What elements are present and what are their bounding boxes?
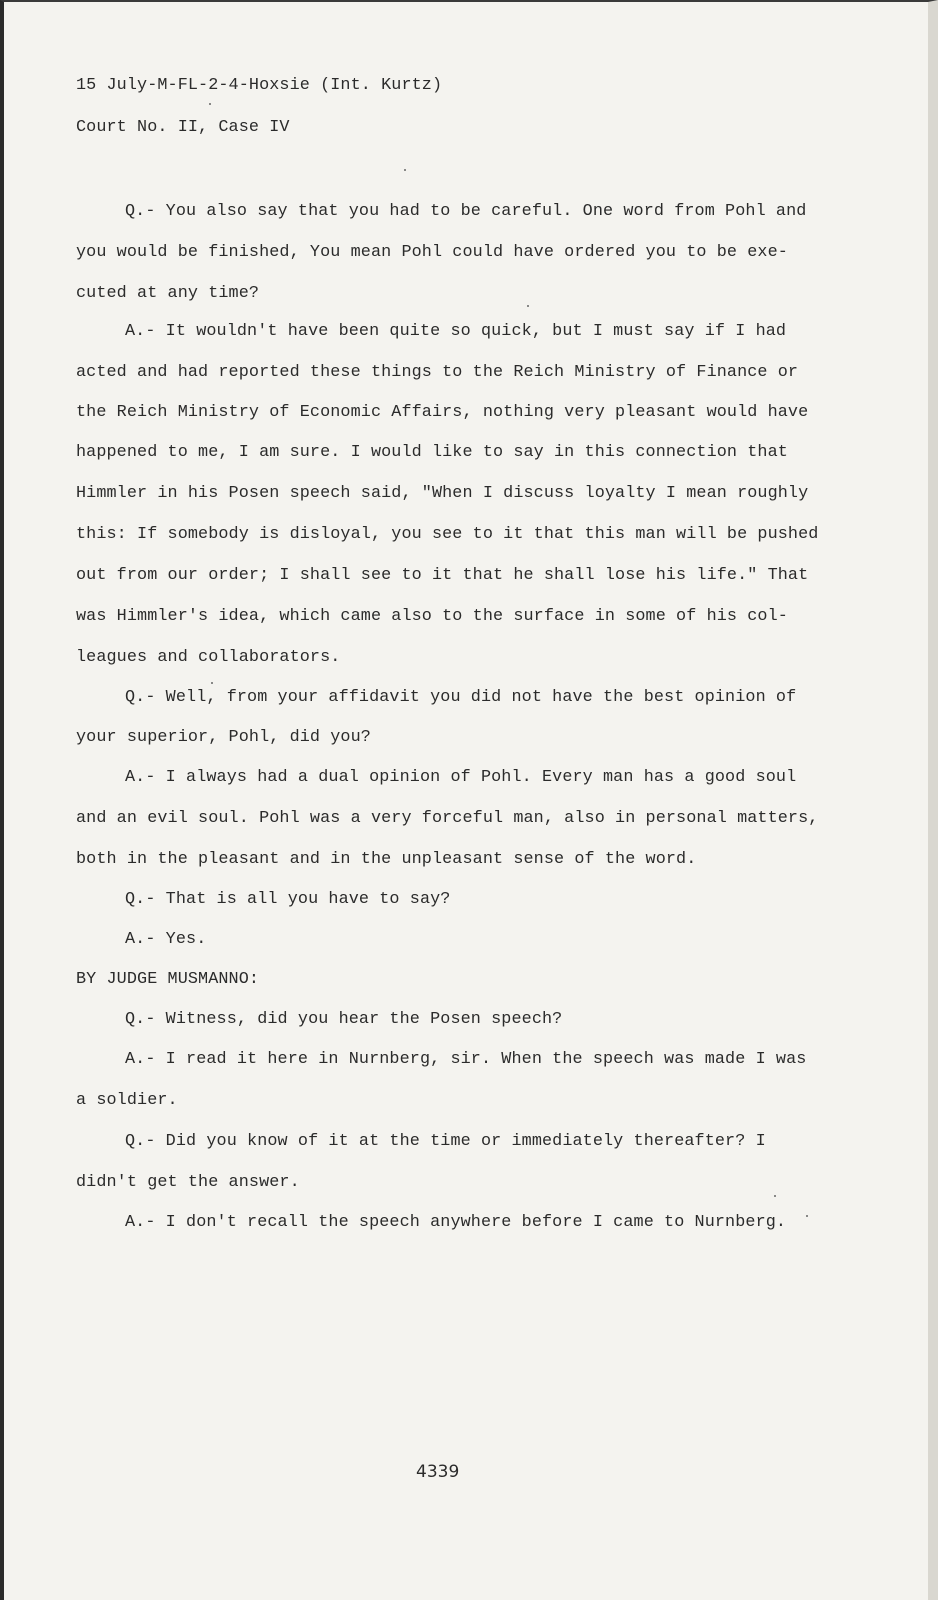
- text-line: a soldier.: [76, 1091, 178, 1110]
- header-line-2: Court No. II, Case IV: [76, 118, 290, 137]
- paper-speck: [527, 305, 529, 307]
- text-line: out from our order; I shall see to it that he shall lose his life." That: [76, 566, 809, 585]
- text-line: Q.- Witness, did you hear the Posen speech?: [125, 1010, 563, 1029]
- text-line: this: If somebody is disloyal, you see to it that this man will be pushed: [76, 525, 819, 544]
- text-line: Q.- Did you know of it at the time or immediately thereafter? I: [125, 1132, 766, 1151]
- text-line: Q.- That is all you have to say?: [125, 890, 451, 909]
- text-line: Q.- You also say that you had to be careful. One word from Pohl and: [125, 202, 807, 221]
- text-line: the Reich Ministry of Economic Affairs, nothing very pleasant would have: [76, 403, 809, 422]
- header-line-1: 15 July-M-FL-2-4-Hoxsie (Int. Kurtz): [76, 76, 443, 95]
- text-line: didn't get the answer.: [76, 1173, 300, 1192]
- text-line: cuted at any time?: [76, 284, 260, 303]
- text-line: A.- I always had a dual opinion of Pohl. Every man has a good soul: [125, 768, 797, 787]
- paper-speck: [774, 1195, 776, 1197]
- text-line: Q.- Well, from your affidavit you did not have the best opinion of: [125, 688, 797, 707]
- text-line: was Himmler's idea, which came also to the surface in some of his col-: [76, 607, 788, 626]
- paper-speck: [404, 169, 406, 171]
- text-line: your superior, Pohl, did you?: [76, 728, 371, 747]
- text-line: both in the pleasant and in the unpleasant sense of the word.: [76, 850, 697, 869]
- text-line: leagues and collaborators.: [76, 648, 341, 667]
- text-line: A.- It wouldn't have been quite so quick, but I must say if I had: [125, 322, 787, 341]
- section-heading: BY JUDGE MUSMANNO:: [76, 970, 260, 989]
- text-line: happened to me, I am sure. I would like to say in this connection that: [76, 443, 788, 462]
- page-number: 4339: [416, 1462, 460, 1482]
- text-line: acted and had reported these things to the Reich Ministry of Finance or: [76, 363, 799, 382]
- paper-speck: [211, 682, 213, 684]
- text-line: Himmler in his Posen speech said, "When I discuss loyalty I mean roughly: [76, 484, 809, 503]
- text-line: and an evil soul. Pohl was a very forceful man, also in personal matters,: [76, 809, 819, 828]
- paper-speck: [806, 1215, 808, 1217]
- text-line: A.- I don't recall the speech anywhere before I came to Nurnberg.: [125, 1213, 787, 1232]
- text-line: you would be finished, You mean Pohl could have ordered you to be exe-: [76, 243, 788, 262]
- text-line: A.- Yes.: [125, 930, 207, 949]
- paper-speck: [209, 103, 211, 105]
- text-line: A.- I read it here in Nurnberg, sir. When the speech was made I was: [125, 1050, 807, 1069]
